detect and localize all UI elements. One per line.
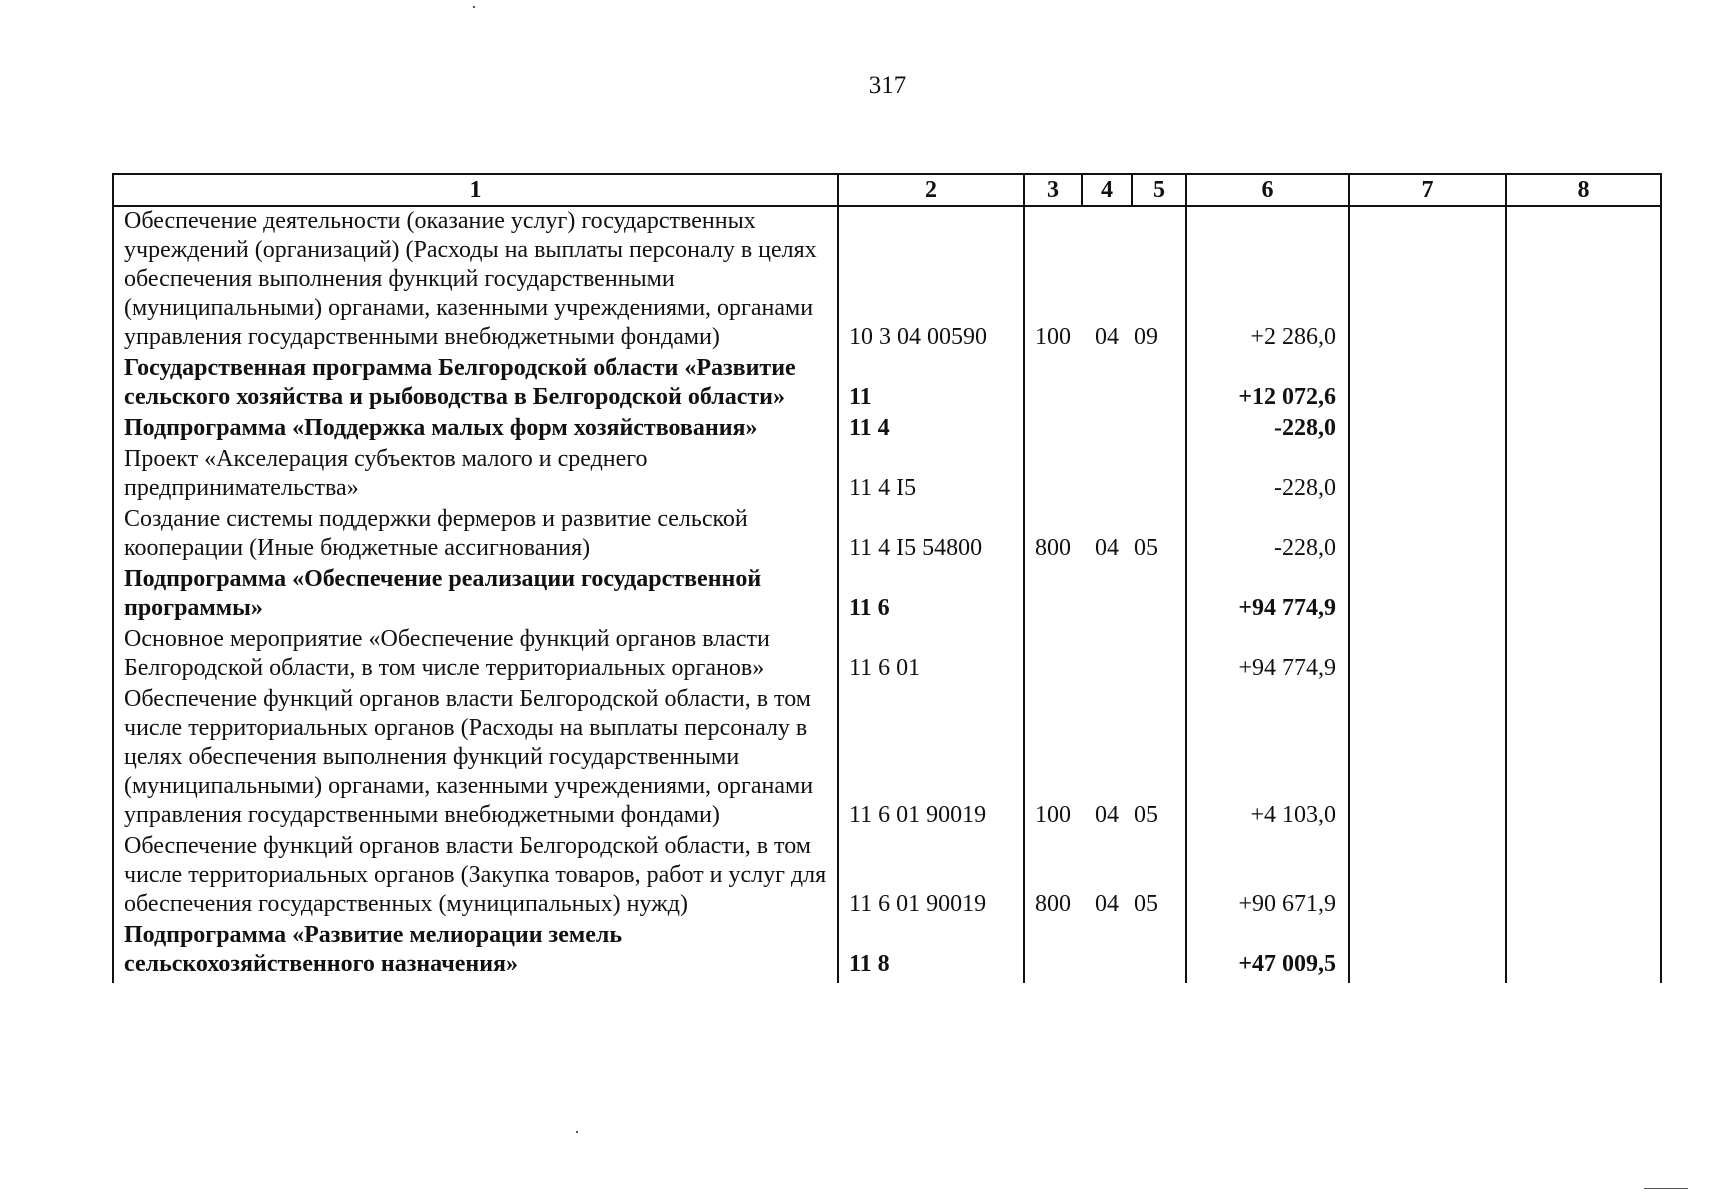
- row-name: Подпрограмма «Поддержка малых форм хозяйствования»: [113, 414, 838, 445]
- table-row: [113, 685, 1661, 832]
- row-expense-type: 800: [1024, 832, 1082, 921]
- header-row: [113, 174, 1661, 206]
- row-amount: -228,0: [1186, 505, 1349, 565]
- row-code: 11 6 01 90019: [838, 832, 1024, 921]
- row-section: [1082, 445, 1132, 505]
- row-col-8: [1506, 354, 1661, 414]
- row-col-8: [1506, 625, 1661, 685]
- row-code: 11 6 01 90019: [838, 685, 1024, 832]
- row-section: [1082, 921, 1132, 983]
- header-col-1: 1: [113, 174, 838, 206]
- row-code: 11 6: [838, 565, 1024, 625]
- table-row: [113, 625, 1661, 685]
- row-subsection: [1132, 354, 1186, 414]
- row-col-7: [1349, 565, 1506, 625]
- row-subsection: 05: [1132, 505, 1186, 565]
- table-row: [113, 921, 1661, 983]
- header-col-6: 6: [1186, 174, 1349, 206]
- row-section: [1082, 625, 1132, 685]
- row-section: 04: [1095, 324, 1119, 350]
- header-col-8: 8: [1506, 174, 1661, 206]
- row-col-8: [1506, 505, 1661, 565]
- header-col-3: 3: [1024, 174, 1082, 206]
- row-expense-type: 100: [1024, 685, 1082, 832]
- row-col-7: [1349, 505, 1506, 565]
- row-col-8: [1506, 445, 1661, 505]
- header-col-5: 5: [1132, 174, 1186, 206]
- header-col-4: 4: [1082, 174, 1132, 206]
- table-row: [113, 414, 1661, 445]
- row-col-8: [1506, 206, 1661, 354]
- row-col-7: [1349, 414, 1506, 445]
- table-row: [113, 445, 1661, 505]
- row-amount: -228,0: [1186, 414, 1349, 445]
- row-amount: -228,0: [1186, 445, 1349, 505]
- row-code: 11 6 01: [838, 625, 1024, 685]
- row-section: 04: [1095, 891, 1119, 917]
- table-row: [113, 832, 1661, 921]
- row-subsection: [1132, 921, 1186, 983]
- row-col-8: [1506, 565, 1661, 625]
- row-code: 11 4: [838, 414, 1024, 445]
- row-expense-type: [1024, 921, 1082, 983]
- row-col-8: [1506, 832, 1661, 921]
- row-name: Создание системы поддержки фермеров и развитие сельской кооперации (Иные бюджетные ассигнования): [113, 505, 838, 565]
- row-name: Подпрограмма «Развитие мелиорации земель сельскохозяйственного назначения»: [113, 921, 838, 983]
- row-expense-type: [1024, 414, 1082, 445]
- row-subsection: [1132, 565, 1186, 625]
- row-name: Государственная программа Белгородской области «Развитие сельского хозяйства и рыбоводства в Белгородской области»: [113, 354, 838, 414]
- row-amount: +94 774,9: [1186, 565, 1349, 625]
- row-name: Обеспечение деятельности (оказание услуг) государственных учреждений (организаций) (Расходы на выплаты персоналу в целях обеспечения выполнения функций государственными (муниципальными) органами, казенными учреждениями, органами управления государственными внебюджетными фондами): [113, 206, 838, 354]
- row-name: Проект «Акселерация субъектов малого и среднего предпринимательства»: [113, 445, 838, 505]
- header-col-7: 7: [1349, 174, 1506, 206]
- row-amount: +2 286,0: [1186, 206, 1349, 354]
- row-col-7: [1349, 445, 1506, 505]
- row-col-8: [1506, 685, 1661, 832]
- row-code: 11: [838, 354, 1024, 414]
- row-col-8: [1506, 921, 1661, 983]
- row-section: [1082, 565, 1132, 625]
- row-subsection: [1132, 445, 1186, 505]
- row-code: 11 4 I5: [838, 445, 1024, 505]
- row-amount: +90 671,9: [1186, 832, 1349, 921]
- row-section: 04: [1095, 802, 1119, 828]
- row-expense-type: 100: [1024, 206, 1082, 354]
- row-section: [1082, 414, 1132, 445]
- row-expense-type: [1024, 565, 1082, 625]
- row-expense-type: [1024, 625, 1082, 685]
- row-col-7: [1349, 921, 1506, 983]
- header-col-2: 2: [838, 174, 1024, 206]
- row-name: Подпрограмма «Обеспечение реализации государственной программы»: [113, 565, 838, 625]
- row-amount: +94 774,9: [1186, 625, 1349, 685]
- row-code: 11 4 I5 54800: [838, 505, 1024, 565]
- scan-speck: [576, 1131, 578, 1133]
- row-col-7: [1349, 354, 1506, 414]
- row-amount: +47 009,5: [1186, 921, 1349, 983]
- row-name: Основное мероприятие «Обеспечение функций органов власти Белгородской области, в том числе территориальных органов»: [113, 625, 838, 685]
- row-subsection: 05: [1132, 832, 1186, 921]
- row-subsection: [1132, 625, 1186, 685]
- row-section: [1082, 354, 1132, 414]
- row-col-7: [1349, 832, 1506, 921]
- table-row: [113, 354, 1661, 414]
- row-expense-type: 800: [1024, 505, 1082, 565]
- row-name: Обеспечение функций органов власти Белгородской области, в том числе территориальных органов (Расходы на выплаты персоналу в целях обеспечения выполнения функций государственными (муниципальными) органами, казенными учреждениями, органами управления государственными внебюджетными фондами): [113, 685, 838, 832]
- row-col-7: [1349, 206, 1506, 354]
- row-section: 04: [1095, 535, 1119, 561]
- row-amount: +4 103,0: [1186, 685, 1349, 832]
- table-row: [113, 505, 1661, 565]
- row-code: 10 3 04 00590: [838, 206, 1024, 354]
- row-col-7: [1349, 685, 1506, 832]
- row-name: Обеспечение функций органов власти Белгородской области, в том числе территориальных органов (Закупка товаров, работ и услуг для обеспечения государственных (муниципальных) нужд): [113, 832, 838, 921]
- row-amount: +12 072,6: [1186, 354, 1349, 414]
- page-number: 317: [868, 72, 907, 99]
- row-subsection: 05: [1132, 685, 1186, 832]
- scan-speck: [473, 6, 475, 8]
- table-row: [113, 565, 1661, 625]
- table-row: [113, 206, 1661, 354]
- row-expense-type: [1024, 445, 1082, 505]
- budget-table: [112, 173, 1662, 983]
- row-subsection: [1132, 414, 1186, 445]
- row-col-8: [1506, 414, 1661, 445]
- row-expense-type: [1024, 354, 1082, 414]
- row-col-7: [1349, 625, 1506, 685]
- row-subsection: 09: [1132, 206, 1186, 354]
- row-code: 11 8: [838, 921, 1024, 983]
- scan-speck: [1644, 1188, 1688, 1189]
